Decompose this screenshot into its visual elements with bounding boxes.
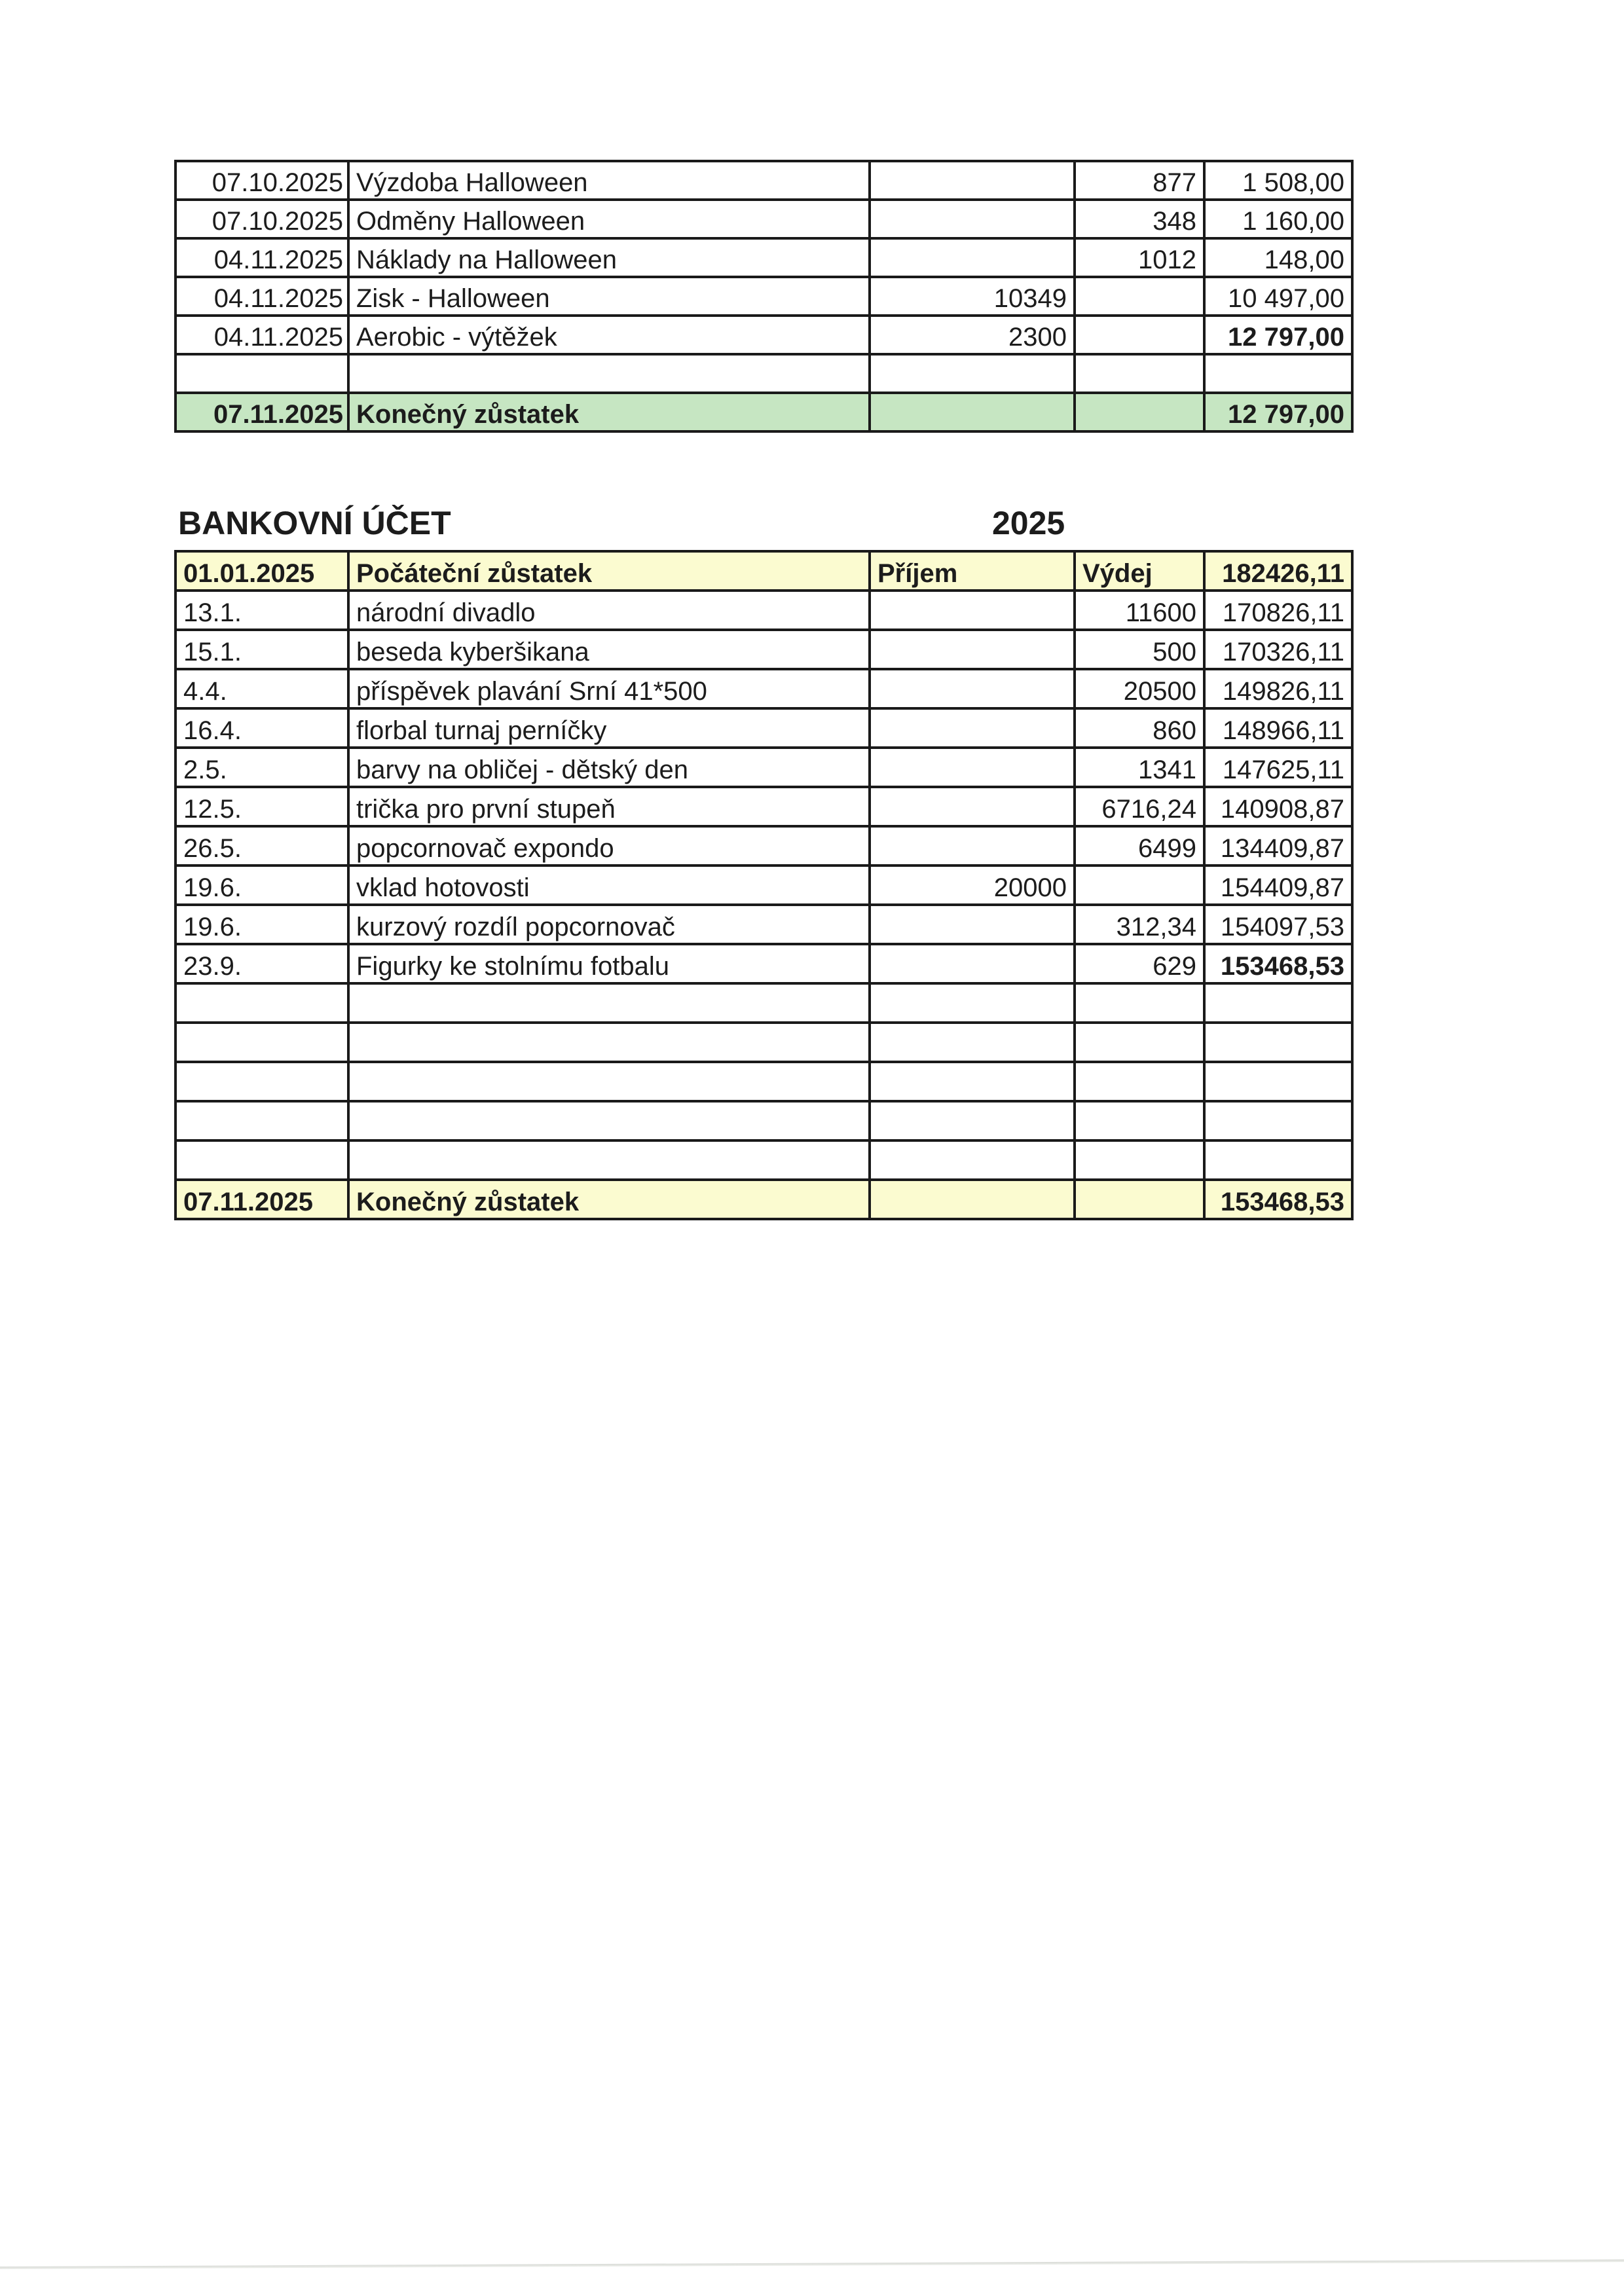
bank-row: [175, 1062, 1352, 1101]
bank-cell-desc: [348, 1062, 870, 1101]
bank-cell-balance: 170826,11: [1204, 591, 1352, 630]
bank-row: [175, 591, 1352, 630]
bank-row: [175, 1140, 1352, 1180]
bank-final-balance-row: [175, 1180, 1352, 1219]
bank-cell-date: 15.1.: [175, 630, 348, 669]
bank-cell-date: 13.1.: [175, 591, 348, 630]
cash-cell-date: [175, 354, 348, 393]
cash-cell-income: [870, 200, 1075, 238]
bank-row: [175, 1101, 1352, 1140]
bank-cell-income: [870, 669, 1075, 708]
cash-cell-desc: Zisk - Halloween: [348, 277, 870, 316]
cash-final-balance-row: [175, 393, 1352, 431]
bank-cell-desc: [348, 983, 870, 1023]
cash-cell-desc: Náklady na Halloween: [348, 238, 870, 277]
bank-cell-balance: 147625,11: [1204, 748, 1352, 787]
bank-cell-desc: [348, 1140, 870, 1180]
bank-cell-balance: 154097,53: [1204, 905, 1352, 944]
bank-final-income: [870, 1180, 1075, 1219]
bank-cell-expense: 500: [1075, 630, 1204, 669]
bank-final-date: 07.11.2025: [175, 1180, 348, 1219]
bank-account-year: 2025: [992, 505, 1065, 541]
bank-cell-expense: 11600: [1075, 591, 1204, 630]
bank-cell-income: [870, 1062, 1075, 1101]
bank-row: [175, 866, 1352, 905]
income-column-header: Příjem: [870, 551, 1075, 591]
bank-cell-income: [870, 1140, 1075, 1180]
bank-cell-desc: [348, 1023, 870, 1062]
bank-cell-income: [870, 905, 1075, 944]
expense-column-header: Výdej: [1075, 551, 1204, 591]
cash-cell-desc: Výzdoba Halloween: [348, 161, 870, 200]
cash-final-balance: 12 797,00: [1204, 393, 1352, 431]
bank-row: [175, 983, 1352, 1023]
bank-cell-desc: vklad hotovosti: [348, 866, 870, 905]
cash-cell-expense: 1012: [1075, 238, 1204, 277]
bank-cell-date: 12.5.: [175, 787, 348, 826]
bank-cell-date: 23.9.: [175, 944, 348, 983]
bank-cell-expense: 6716,24: [1075, 787, 1204, 826]
cash-cell-date: 04.11.2025: [175, 238, 348, 277]
bank-row: [175, 905, 1352, 944]
bank-cell-expense: [1075, 1140, 1204, 1180]
cash-cell-balance: 12 797,00: [1204, 316, 1352, 354]
bank-ledger-table: [174, 550, 1354, 1220]
cash-row: [175, 316, 1352, 354]
bank-cell-expense: [1075, 866, 1204, 905]
bank-cell-income: [870, 591, 1075, 630]
bank-row: [175, 708, 1352, 748]
bank-cell-expense: 1341: [1075, 748, 1204, 787]
bank-cell-desc: kurzový rozdíl popcornovač: [348, 905, 870, 944]
bank-cell-balance: 149826,11: [1204, 669, 1352, 708]
cash-cell-desc: [348, 354, 870, 393]
bank-cell-desc: trička pro první stupeň: [348, 787, 870, 826]
cash-row: [175, 277, 1352, 316]
cash-cell-date: 07.10.2025: [175, 200, 348, 238]
cash-cell-income: [870, 238, 1075, 277]
bank-cell-date: 4.4.: [175, 669, 348, 708]
bank-cell-expense: [1075, 1062, 1204, 1101]
cash-cell-balance: 10 497,00: [1204, 277, 1352, 316]
bank-cell-income: [870, 1101, 1075, 1140]
cash-cell-expense: [1075, 277, 1204, 316]
bank-cell-date: 16.4.: [175, 708, 348, 748]
cash-final-date: 07.11.2025: [175, 393, 348, 431]
bank-account-title: BANKOVNÍ ÚČET: [178, 505, 451, 541]
bank-cell-desc: příspěvek plavání Srní 41*500: [348, 669, 870, 708]
cash-cell-income: 10349: [870, 277, 1075, 316]
cash-final-expense: [1075, 393, 1204, 431]
cash-cell-income: [870, 161, 1075, 200]
cash-row: [175, 200, 1352, 238]
bank-cell-income: [870, 708, 1075, 748]
bank-cell-balance: [1204, 1023, 1352, 1062]
bank-cell-balance: 140908,87: [1204, 787, 1352, 826]
bank-final-expense: [1075, 1180, 1204, 1219]
bank-opening-balance-row: [175, 551, 1352, 591]
cash-cell-balance: [1204, 354, 1352, 393]
cash-cell-balance: 1 160,00: [1204, 200, 1352, 238]
cash-cell-balance: 148,00: [1204, 238, 1352, 277]
bank-row: [175, 1023, 1352, 1062]
bank-cell-balance: 153468,53: [1204, 944, 1352, 983]
cash-ledger-table: [174, 160, 1354, 433]
bank-row: [175, 630, 1352, 669]
bank-cell-income: [870, 944, 1075, 983]
bank-cell-date: [175, 1062, 348, 1101]
bank-cell-expense: [1075, 1101, 1204, 1140]
cash-final-label: Konečný zůstatek: [348, 393, 870, 431]
bank-cell-balance: [1204, 1140, 1352, 1180]
bank-cell-balance: [1204, 1062, 1352, 1101]
cash-cell-desc: Odměny Halloween: [348, 200, 870, 238]
bank-cell-income: [870, 787, 1075, 826]
bank-final-balance: 153468,53: [1204, 1180, 1352, 1219]
bank-row: [175, 787, 1352, 826]
cash-row: [175, 161, 1352, 200]
cash-row: [175, 354, 1352, 393]
bank-cell-desc: barvy na obličej - dětský den: [348, 748, 870, 787]
bank-cell-income: 20000: [870, 866, 1075, 905]
bank-cell-date: 19.6.: [175, 866, 348, 905]
bank-cell-desc: beseda kyberšikana: [348, 630, 870, 669]
bank-cell-balance: 134409,87: [1204, 826, 1352, 866]
bank-cell-date: [175, 1140, 348, 1180]
bank-cell-balance: [1204, 1101, 1352, 1140]
bank-cell-date: 19.6.: [175, 905, 348, 944]
cash-cell-expense: [1075, 316, 1204, 354]
bank-cell-income: [870, 1023, 1075, 1062]
bank-opening-balance: 182426,11: [1204, 551, 1352, 591]
bank-cell-expense: 6499: [1075, 826, 1204, 866]
bank-cell-desc: florbal turnaj perníčky: [348, 708, 870, 748]
bank-cell-income: [870, 983, 1075, 1023]
bank-cell-expense: 312,34: [1075, 905, 1204, 944]
bank-cell-income: [870, 748, 1075, 787]
cash-cell-date: 04.11.2025: [175, 277, 348, 316]
cash-cell-income: [870, 354, 1075, 393]
bank-cell-expense: [1075, 983, 1204, 1023]
scan-edge-line: [0, 2259, 1624, 2269]
cash-cell-date: 04.11.2025: [175, 316, 348, 354]
bank-cell-date: 2.5.: [175, 748, 348, 787]
bank-cell-balance: 148966,11: [1204, 708, 1352, 748]
bank-cell-balance: 154409,87: [1204, 866, 1352, 905]
cash-final-income: [870, 393, 1075, 431]
bank-opening-label: Počáteční zůstatek: [348, 551, 870, 591]
bank-cell-expense: 20500: [1075, 669, 1204, 708]
bank-cell-date: 26.5.: [175, 826, 348, 866]
cash-cell-expense: [1075, 354, 1204, 393]
bank-row: [175, 748, 1352, 787]
cash-cell-desc: Aerobic - výtěžek: [348, 316, 870, 354]
cash-cell-date: 07.10.2025: [175, 161, 348, 200]
cash-row: [175, 238, 1352, 277]
cash-cell-income: 2300: [870, 316, 1075, 354]
bank-cell-income: [870, 630, 1075, 669]
cash-cell-expense: 348: [1075, 200, 1204, 238]
bank-cell-date: [175, 1023, 348, 1062]
bank-opening-date: 01.01.2025: [175, 551, 348, 591]
bank-cell-balance: [1204, 983, 1352, 1023]
bank-cell-desc: národní divadlo: [348, 591, 870, 630]
bank-cell-balance: 170326,11: [1204, 630, 1352, 669]
cash-cell-expense: 877: [1075, 161, 1204, 200]
cash-cell-balance: 1 508,00: [1204, 161, 1352, 200]
bank-cell-date: [175, 1101, 348, 1140]
bank-row: [175, 944, 1352, 983]
bank-cell-desc: popcornovač expondo: [348, 826, 870, 866]
bank-cell-income: [870, 826, 1075, 866]
bank-final-label: Konečný zůstatek: [348, 1180, 870, 1219]
bank-row: [175, 669, 1352, 708]
bank-cell-date: [175, 983, 348, 1023]
bank-row: [175, 826, 1352, 866]
bank-cell-desc: [348, 1101, 870, 1140]
bank-cell-expense: 860: [1075, 708, 1204, 748]
bank-cell-desc: Figurky ke stolnímu fotbalu: [348, 944, 870, 983]
bank-cell-expense: 629: [1075, 944, 1204, 983]
bank-cell-expense: [1075, 1023, 1204, 1062]
